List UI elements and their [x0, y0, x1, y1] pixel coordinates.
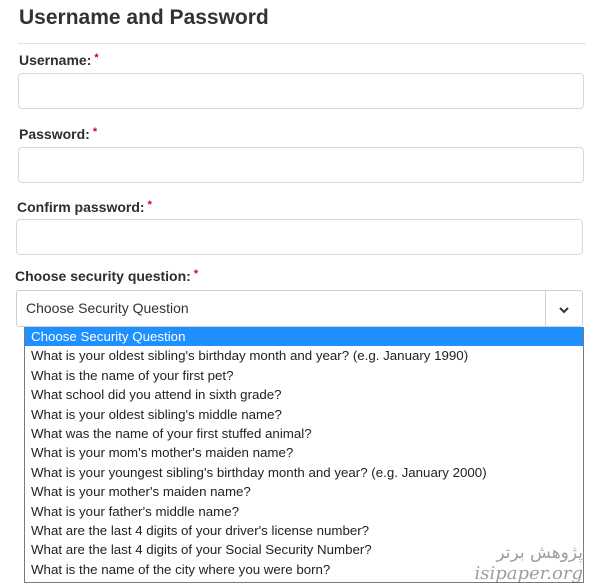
required-mark: * — [92, 126, 98, 138]
security-question-label — [15, 268, 198, 284]
dropdown-option[interactable]: What is the name of the city where you were born? — [31, 561, 331, 577]
dropdown-option[interactable]: What is your oldest sibling's birthday month and year? (e.g. January 1990) — [31, 348, 469, 364]
confirm-password-label-text: Confirm password: — [17, 199, 145, 215]
section-title: Username and Password — [19, 6, 269, 29]
security-question-label-text: Choose security question: — [15, 268, 191, 284]
required-mark: * — [147, 199, 152, 211]
security-question-select[interactable] — [16, 290, 583, 327]
dropdown-option[interactable]: What school did you attend in sixth grade? — [31, 387, 282, 403]
dropdown-option[interactable]: What are the last 4 digits of your Social Security Number? — [31, 542, 372, 558]
dropdown-option[interactable]: What is your youngest sibling's birthday month and year? (e.g. January 2000) — [31, 464, 487, 480]
username-label-text: Username: — [19, 52, 92, 68]
select-divider — [545, 291, 546, 326]
dropdown-option[interactable]: What is your mother's maiden name? — [31, 484, 251, 500]
watermark-line-2: isipaper.org — [474, 563, 583, 584]
selected-question: Choose Security Question — [26, 300, 189, 316]
dropdown-option[interactable]: What was the name of your first stuffed animal? — [31, 425, 312, 441]
confirm-password-label — [17, 199, 152, 215]
required-mark: * — [94, 52, 99, 64]
password-label — [19, 126, 97, 142]
password-input[interactable] — [18, 147, 584, 183]
watermark — [475, 543, 584, 584]
required-mark: * — [193, 268, 199, 280]
dropdown-option-selected[interactable]: Choose Security Question — [25, 327, 583, 346]
username-label — [19, 52, 99, 68]
dropdown-option[interactable]: What is your father's middle name? — [31, 503, 239, 519]
dropdown-option[interactable]: What is the name of your first pet? — [31, 367, 234, 383]
dropdown-option[interactable]: What is your mom's mother's maiden name? — [31, 445, 294, 461]
section-divider — [18, 43, 586, 44]
dropdown-option[interactable]: What is your oldest sibling's middle name? — [31, 406, 282, 422]
confirm-password-input[interactable] — [16, 219, 583, 255]
chevron-down-icon[interactable] — [557, 303, 571, 317]
dropdown-option[interactable]: What are the last 4 digits of your driver's license number? — [31, 522, 370, 538]
password-label-text: Password: — [19, 126, 90, 142]
username-input[interactable] — [18, 73, 584, 109]
watermark-line-1: پژوهش برتر — [496, 543, 583, 563]
